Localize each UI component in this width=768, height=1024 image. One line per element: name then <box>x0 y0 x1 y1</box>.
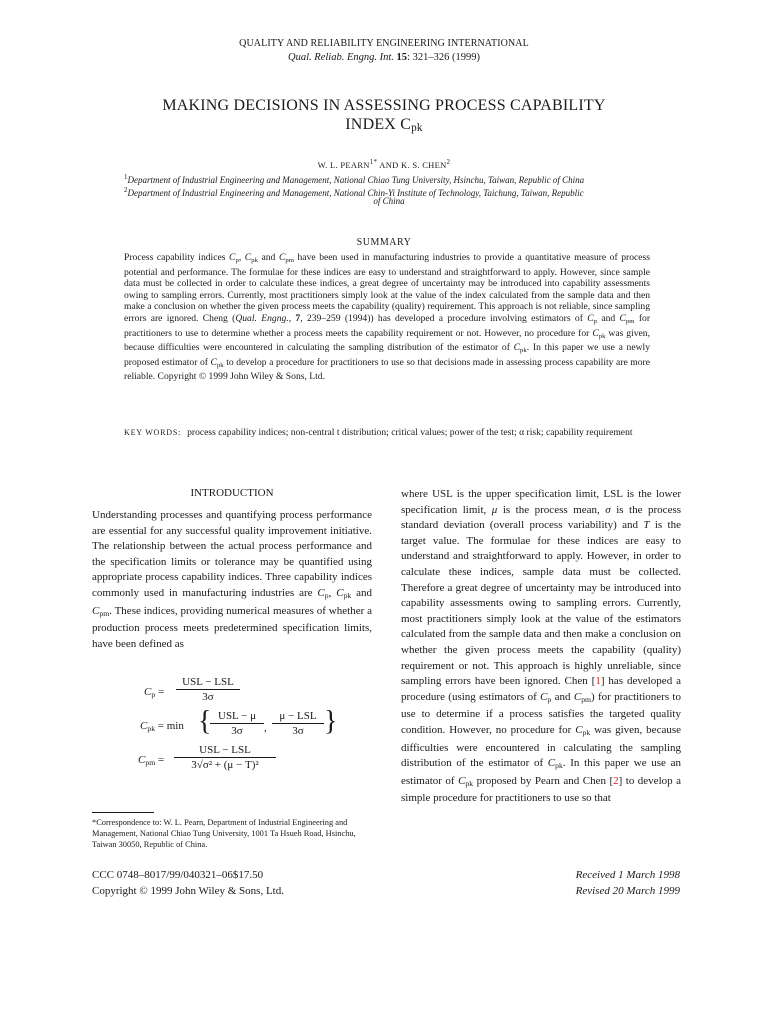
keywords <box>124 426 650 439</box>
affiliation-1: $^1$Department of Industrial Engineering and Management, National Chiao Tung University, Hsinchu, Taiwan, Republic of China <box>124 173 585 185</box>
intro-paragraph-left: Understanding processes and quantifying process performance are essential for any successful quality improvement initiative. The relationship between the actual process performance and the specification limits or tolerance may be quantified using appropriate process capability indices. Three capability indices commonly used in manufacturing industries are $C_p$, $C_{pk}$ and $C_{pm}$. These indices, providing numerical measures of whether a production process meets predetermined specification limits, have been defined as <box>92 509 373 650</box>
title-line-2: INDEX $C_{pk}$ <box>345 116 423 134</box>
citation-pages: : 321–326 (1999) <box>407 52 480 63</box>
title-line-1: MAKING DECISIONS IN ASSESSING PROCESS CAPABILITY <box>162 97 606 114</box>
summary-heading: SUMMARY <box>356 237 412 248</box>
abstract: Process capability indices $C_p$, $C_{pk}$ and $C_{pm}$ have been used in manufacturing industries to provide a quantitative measure of process potential and performance. The formulae for these indices are easy to understand and straightforward to apply. However, since sample data must be collected in order to calculate these indices, a great degree of uncertainty may be introduced into capability assessments owing to sampling errors. Currently, most practitioners simply look at the value of the index calculated from the sample data and then make a conclusion on whether the given process meets the capability (quality) requirement. This approach is not reliable, since sampling errors are ignored. Cheng (Qual. Engng., 7, 239–259 (1994)) has developed a procedure involving estimators of $C_p$ and $C_{pm}$ for practitioners to use to determine whether a process meets the capability requirement or not. However, no procedure for $C_{pk}$ was given, because difficulties were encountered in calculating the sampling distribution of the estimator of $C_{pk}$. In this paper we use a newly proposed estimator of $C_{pk}$ to develop a procedure for practitioners to use so that decisions made in assessing process capability are more reliable. Copyright © 1999 John Wiley & Sons, Ltd. <box>124 252 651 383</box>
citation-journal: Qual. Reliab. Engng. Int. <box>288 52 394 63</box>
intro-paragraph-right: where USL is the upper specification limit, LSL is the lower specification limit, μ is the process mean, σ is the process standard deviation (overall process variability) and T is the target value. The formulae for these indices are easy to understand and straightforward to apply. However, in order to calculate these indices, sample data must be collected. Therefore a great degree of uncertainty may be introduced into capability assessments owing to sampling errors. Currently, most practitioners simply look at the value of the estimators calculated from the sample data and then make a conclusion on whether the given process meets the capability (quality) requirement or not. This approach is highly unreliable, since sampling errors have been ignored. Chen [1] has developed a procedure (using estimators of $C_p$ and $C_{pm}$) for practitioners to use to determine if a process satisfies the targeted quality condition. However, no procedure for $C_{pk}$ was given, because difficulties were encountered in calculating the sampling distribution of the estimator of $C_{pk}$. In this paper we use an estimator of $C_{pk}$ proposed by Pearn and Chen [2] to develop a simple procedure for practitioners to use so that <box>401 488 682 805</box>
footnote-rule <box>92 812 154 813</box>
keywords-text: process capability indices; non-central t distribution; critical values; power of the test; α risk; capability requirement <box>187 427 633 438</box>
revised-date: Revised 20 March 1999 <box>575 885 680 897</box>
journal-citation <box>0 52 768 63</box>
section-heading-introduction: INTRODUCTION <box>190 487 274 499</box>
journal-name: QUALITY AND RELIABILITY ENGINEERING INTERNATIONAL <box>239 38 529 49</box>
received-date: Received 1 March 1998 <box>575 869 680 881</box>
affiliation-2: $^2$Department of Industrial Engineering and Management, National Chin-Yi Institute of Technology, Taichung, Taiwan, Republic <box>124 186 584 198</box>
copyright: Copyright © 1999 John Wiley & Sons, Ltd. <box>92 885 284 897</box>
article-title <box>0 96 768 138</box>
ccc-code: CCC 0748–8017/99/040321–06$17.50 <box>92 869 264 881</box>
reference-link-1[interactable]: 1 <box>595 675 601 688</box>
correspondence-footnote: *Correspondence to: W. L. Pearn, Department of Industrial Engineering and Management, National Chiao Tung University, 1001 Ta Hsueh Road, Hsinchu, Taiwan 30050, Republic of China. <box>92 818 356 849</box>
affiliation-2-continued: of China <box>373 196 405 206</box>
keywords-label: KEY WORDS: <box>124 428 182 437</box>
authors: W. L. $PEARN^{1*}$ AND K. S. CHEN$^2$ <box>317 158 451 170</box>
citation-volume: 15 <box>396 52 408 63</box>
reference-link-2[interactable]: 2 <box>613 774 619 787</box>
